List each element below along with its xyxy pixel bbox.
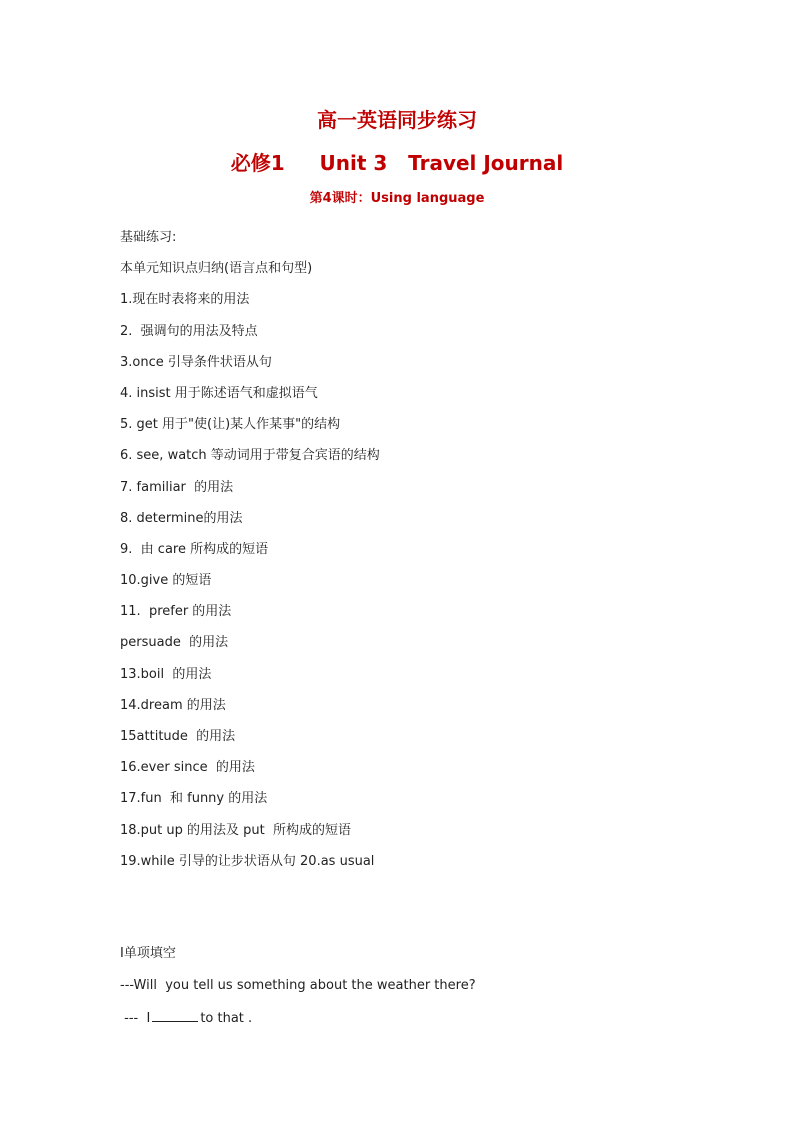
list-item: 18.put up 的用法及 put 所构成的短语 bbox=[120, 822, 352, 838]
summary-heading: 本单元知识点归纳(语言点和句型) bbox=[120, 261, 313, 277]
list-item: 13.boil 的用法 bbox=[120, 666, 212, 682]
list-item: 10.give 的短语 bbox=[120, 573, 212, 589]
list-item: 17.fun 和 funny 的用法 bbox=[120, 791, 268, 807]
answer-suffix: to that . bbox=[200, 1011, 253, 1026]
unit-title: 必修1 Unit 3 Travel Journal bbox=[230, 151, 564, 175]
list-item: 2. 强调句的用法及特点 bbox=[120, 323, 258, 339]
list-item: persuade 的用法 bbox=[120, 635, 229, 651]
list-item: 6. see, watch 等动词用于带复合宾语的结构 bbox=[120, 448, 380, 464]
list-item: 16.ever since 的用法 bbox=[120, 760, 255, 776]
list-item: 8. determine的用法 bbox=[120, 510, 243, 526]
knowledge-summary bbox=[120, 229, 740, 884]
answer-blank[interactable] bbox=[152, 1008, 198, 1022]
list-item: 7. familiar 的用法 bbox=[120, 479, 234, 495]
exercise-section bbox=[120, 945, 740, 1040]
section-label: 基础练习: bbox=[120, 230, 177, 245]
list-item: 9. 由 care 所构成的短语 bbox=[120, 541, 269, 557]
list-item: 11. prefer 的用法 bbox=[120, 604, 232, 620]
answer-prefix: --- I bbox=[120, 1011, 151, 1026]
list-item: 5. get 用于"使(让)某人作某事"的结构 bbox=[120, 417, 341, 433]
list-item: 4. insist 用于陈述语气和虚拟语气 bbox=[120, 385, 318, 401]
list-item: 19.while 引导的让步状语从句 20.as usual bbox=[120, 853, 375, 869]
list-item: 3.once 引导条件状语从句 bbox=[120, 354, 272, 370]
exercise-answer-line bbox=[120, 1008, 740, 1040]
exercise-heading: Ⅰ单项填空 bbox=[120, 946, 176, 961]
exercise-question: ---Will you tell us something about the weather there? bbox=[120, 977, 476, 993]
list-item: 1.现在时表将来的用法 bbox=[120, 292, 250, 308]
list-item: 14.dream 的用法 bbox=[120, 697, 226, 713]
document-title: 高一英语同步练习 bbox=[317, 108, 477, 132]
lesson-subtitle: 第4课时：Using language bbox=[309, 191, 485, 206]
list-item: 15attitude 的用法 bbox=[120, 729, 236, 744]
